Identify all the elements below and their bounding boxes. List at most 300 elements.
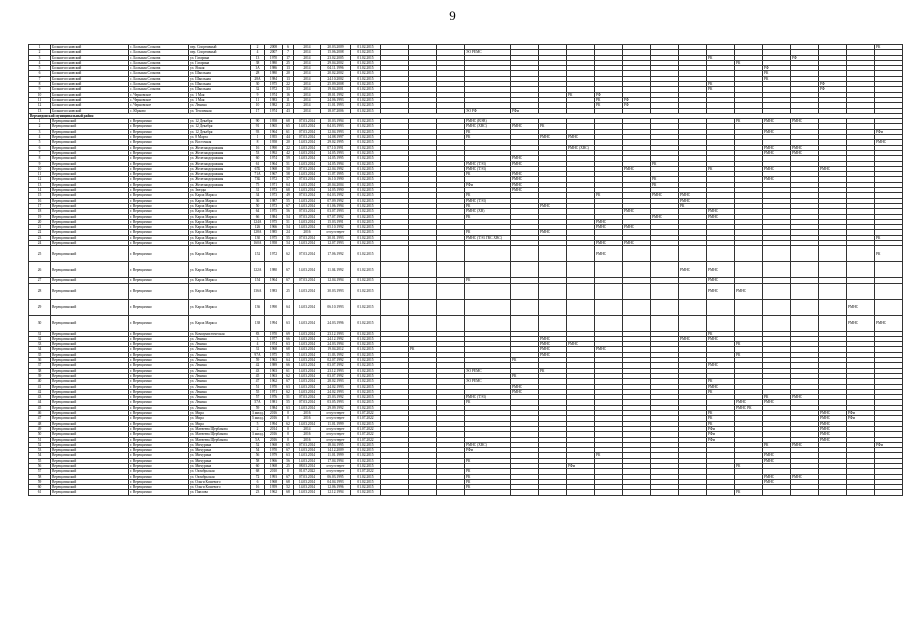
work-cell: РК [465, 214, 511, 219]
year-cell: 1965 [265, 124, 283, 129]
date-cell: 06.10.1993 [321, 299, 351, 315]
year-cell: 1975 [265, 235, 283, 240]
house-cell: 9 [251, 92, 265, 97]
street-cell: ул. Карла Маркса [189, 219, 251, 224]
house-cell: 1 [251, 135, 265, 140]
year-cell: 1972 [265, 246, 283, 262]
district-cell: Верещагинский [51, 405, 129, 410]
date-cell: 01.02.2015 [351, 246, 381, 262]
table-row [29, 246, 903, 262]
locality-cell: г. Верещагино [129, 172, 189, 177]
work-cell: РК [763, 442, 791, 447]
work-cell [595, 283, 623, 299]
work-cell: РМНС [511, 182, 539, 187]
district-cell: Верещагинский [51, 469, 129, 474]
district-cell: Верещагинский [51, 177, 129, 182]
year-cell: 1959 [265, 485, 283, 490]
work-cell: РМНС [707, 363, 735, 368]
house-cell: 59 [251, 358, 265, 363]
locality-cell: г. Верещагино [129, 347, 189, 352]
year-cell: 1990 [265, 299, 283, 315]
district-cell: Верещагинский [51, 262, 129, 278]
floors-cell: 62 [283, 373, 294, 378]
year-cell: 1955 [265, 135, 283, 140]
row-number: 25 [29, 246, 51, 262]
work-cell: РФм [465, 182, 511, 187]
work-cell [847, 262, 875, 278]
row-number: 60 [29, 485, 51, 490]
date-cell: 01.02.2015 [351, 82, 381, 87]
year-cell: 1989 [265, 363, 283, 368]
year-cell: 1975 [265, 219, 283, 224]
year-cell: 1975 [265, 209, 283, 214]
date-cell: 28.02.1993 [321, 379, 351, 384]
work-cell: РМНС [511, 172, 539, 177]
date-cell: отсутствует [321, 464, 351, 469]
locality-cell: с. Большая Соснова [129, 66, 189, 71]
work-cell [875, 299, 903, 315]
work-cell: РМНС [791, 150, 819, 155]
date-cell: 11.01.1999 [321, 453, 351, 458]
date-cell: 01.02.2015 [351, 230, 381, 235]
date-cell: 14.03.2014 [294, 156, 321, 161]
date-cell: 15.06.2008 [321, 50, 351, 55]
year-cell: 1964 [265, 129, 283, 134]
work-cell: РМНС [511, 177, 539, 182]
locality-cell: с. Большая Соснова [129, 71, 189, 76]
row-number: 30 [29, 315, 51, 331]
date-cell: 24.10.2002 [321, 76, 351, 81]
year-cell: 1968 [265, 347, 283, 352]
work-cell: РМНС [763, 453, 791, 458]
date-cell: 01.02.2015 [351, 55, 381, 60]
floors-cell: 0 [283, 469, 294, 474]
floors-cell: 62 [283, 421, 294, 426]
floors-cell: 20 [283, 71, 294, 76]
row-number: 28 [29, 283, 51, 299]
work-cell [539, 299, 567, 315]
row-number: 4 [29, 135, 51, 140]
floors-cell: 43 [283, 108, 294, 113]
house-cell: 75 [251, 182, 265, 187]
locality-cell: г. Верещагино [129, 219, 189, 224]
date-cell: 12.04.1993 [321, 129, 351, 134]
district-cell: Верещагинский [51, 485, 129, 490]
district-cell: Большесосновский [51, 50, 129, 55]
work-cell: РМНС РК [735, 405, 763, 410]
house-cell: 10 [251, 103, 265, 108]
year-cell: 2008 [265, 45, 283, 50]
date-cell: 01.02.2015 [351, 278, 381, 283]
work-cell: РМНС (ТЭЗ) [465, 198, 511, 203]
year-cell: 1975 [265, 352, 283, 357]
work-cell: РМНС (ВЭВ) [465, 119, 511, 124]
locality-cell: г. Верещагино [129, 363, 189, 368]
house-cell: 154 [251, 278, 265, 283]
date-cell: 01.07.2022 [351, 437, 381, 442]
street-cell: ул. Карла Маркса [189, 315, 251, 331]
work-cell: РМНС [623, 209, 651, 214]
date-cell: 01.02.2015 [351, 66, 381, 71]
house-cell: 47 [251, 379, 265, 384]
work-cell: РМНС [707, 384, 735, 389]
district-cell: Верещагинский [51, 421, 129, 426]
work-cell: РМНС [511, 389, 539, 394]
work-cell: РФм [847, 411, 875, 416]
work-cell [651, 315, 679, 331]
year-cell: 1963 [265, 358, 283, 363]
date-cell: 2014 [294, 97, 321, 102]
work-cell [595, 490, 623, 495]
year-cell: 1982 [265, 103, 283, 108]
district-cell: Верещагинский [51, 166, 129, 171]
work-cell [539, 490, 567, 495]
district-cell: Большесосновский [51, 55, 129, 60]
date-cell: 23.12.1993 [321, 331, 351, 336]
house-cell: 51 [251, 384, 265, 389]
work-cell: РМНС (ХВС) [465, 124, 511, 129]
date-cell: 01.02.2015 [351, 331, 381, 336]
district-cell: Большесосновский [51, 76, 129, 81]
row-number: 61 [29, 490, 51, 495]
work-cell [791, 246, 819, 262]
work-cell [437, 283, 465, 299]
work-cell: РК [735, 119, 763, 124]
row-number: 2 [29, 50, 51, 55]
row-number: 13 [29, 108, 51, 113]
district-cell: Верещагинский [51, 219, 129, 224]
date-cell: 14.03.2014 [294, 363, 321, 368]
street-cell: ул. Карла Маркса [189, 214, 251, 219]
date-cell: 01.02.2015 [351, 198, 381, 203]
work-cell: РМНС (ТЭЗ) [465, 161, 511, 166]
date-cell: 01.02.2015 [351, 405, 381, 410]
street-cell: ул. Ленина [189, 363, 251, 368]
work-cell: РМНС [679, 198, 707, 203]
locality-cell: г. Верещагино [129, 124, 189, 129]
floors-cell: 67 [283, 203, 294, 208]
floors-cell: 13 [283, 76, 294, 81]
locality-cell: г. Верещагино [129, 278, 189, 283]
year-cell: 1983 [265, 283, 283, 299]
house-cell: 4 [251, 342, 265, 347]
date-cell: 07.03.2014 [294, 209, 321, 214]
work-cell [707, 246, 735, 262]
district-cell: Верещагинский [51, 453, 129, 458]
table-row [29, 490, 903, 495]
work-cell: ЭО РЕМС [465, 50, 511, 55]
date-cell: 30.03.1993 [321, 283, 351, 299]
street-cell: ул. Карла Маркса [189, 246, 251, 262]
work-cell: РФ [623, 103, 651, 108]
work-cell: РМНС [763, 150, 791, 155]
work-cell: РМНС [595, 347, 623, 352]
district-cell: Верещагинский [51, 411, 129, 416]
work-cell [763, 315, 791, 331]
row-number: 43 [29, 395, 51, 400]
house-cell: 16 [251, 485, 265, 490]
row-number: 14 [29, 188, 51, 193]
district-cell: Верещагинский [51, 156, 129, 161]
district-cell: Верещагинский [51, 416, 129, 421]
row-number: 57 [29, 469, 51, 474]
street-cell: ул. Карла Маркса [189, 299, 251, 315]
house-cell: 6 [251, 479, 265, 484]
row-number: 34 [29, 347, 51, 352]
street-cell: ул. Железнодорожная [189, 161, 251, 166]
floors-cell: 63 [283, 315, 294, 331]
work-cell [409, 299, 437, 315]
street-cell: ул. Железнодорожная [189, 156, 251, 161]
locality-cell: с. Большая Соснова [129, 87, 189, 92]
date-cell: 01.02.2015 [351, 119, 381, 124]
date-cell: 01.02.2015 [351, 87, 381, 92]
row-number: 1 [29, 45, 51, 50]
year-cell: 1968 [265, 479, 283, 484]
date-cell: 20.04.2004 [321, 182, 351, 187]
floors-cell: 22 [283, 145, 294, 150]
row-number: 29 [29, 299, 51, 315]
date-cell: 01.02.2015 [351, 342, 381, 347]
date-cell: 24.03.1996 [321, 315, 351, 331]
house-cell: 68 [251, 469, 265, 474]
date-cell: 07.03.2014 [294, 177, 321, 182]
row-number: 46 [29, 411, 51, 416]
street-cell: ул. Павлова [189, 490, 251, 495]
date-cell: 01.02.2015 [351, 442, 381, 447]
work-cell: РМНС [819, 437, 847, 442]
work-cell: РК [651, 182, 679, 187]
work-cell: РК [595, 193, 623, 198]
date-cell: 14.03.2014 [294, 485, 321, 490]
house-cell: 83 [251, 331, 265, 336]
work-cell: РМНС [511, 188, 539, 193]
work-cell [437, 490, 465, 495]
date-cell: 19.04.2012 [321, 347, 351, 352]
district-cell: Верещагинский [51, 426, 129, 431]
work-cell [381, 315, 409, 331]
row-number: 26 [29, 262, 51, 278]
row-number: 50 [29, 432, 51, 437]
date-cell: 2014 [294, 103, 321, 108]
street-cell: ул. Мира [189, 411, 251, 416]
floors-cell: 54 [283, 240, 294, 245]
year-cell: 1968 [265, 166, 283, 171]
locality-cell: г. Верещагино [129, 432, 189, 437]
street-cell: ул. Железнодорожная [189, 182, 251, 187]
street-cell: ул. 12 Декабря [189, 119, 251, 124]
locality-cell: с. Юрково [129, 108, 189, 113]
year-cell: 1967 [265, 172, 283, 177]
date-cell: 14.03.2014 [294, 188, 321, 193]
work-cell [819, 246, 847, 262]
district-cell: Большесосновский [51, 60, 129, 65]
locality-cell: г. Верещагино [129, 352, 189, 357]
street-cell: ул. Тепличная [189, 108, 251, 113]
street-cell: ул. Карла Маркса [189, 198, 251, 203]
district-cell: Большесосновский [51, 92, 129, 97]
house-cell: 13 [251, 55, 265, 60]
work-cell [651, 490, 679, 495]
work-cell: РМНС [595, 225, 623, 230]
work-cell: РК [735, 464, 763, 469]
house-cell: 3 жилд. [252, 411, 264, 416]
work-cell [595, 299, 623, 315]
row-number: 53 [29, 448, 51, 453]
work-cell: РК [707, 331, 735, 336]
street-cell: ул. Школьная [189, 71, 251, 76]
date-cell: 07.03.2014 [294, 119, 321, 124]
row-number: 4 [29, 60, 51, 65]
date-cell: 2014 [294, 66, 321, 71]
floors-cell: 0 [283, 416, 294, 421]
year-cell: 1979 [265, 453, 283, 458]
year-cell: 1986 [265, 66, 283, 71]
locality-cell: г. Верещагино [129, 358, 189, 363]
date-cell: 01.07.2022 [294, 469, 321, 474]
work-cell: РМНС [763, 474, 791, 479]
locality-cell: г. Верещагино [129, 315, 189, 331]
street-cell: ул. Карла Маркса [189, 209, 251, 214]
date-cell: 01.02.2015 [351, 389, 381, 394]
date-cell: 01.02.2015 [351, 108, 381, 113]
date-cell: 14.03.2014 [294, 479, 321, 484]
year-cell: 2014 [265, 426, 283, 431]
district-cell: Верещагинский [51, 209, 129, 214]
work-cell [791, 490, 819, 495]
house-cell: 67Б [251, 166, 265, 171]
street-cell: ул. Ленина [189, 342, 251, 347]
floors-cell: 24 [283, 230, 294, 235]
work-cell: РК [707, 166, 735, 171]
house-cell: 3 [251, 336, 265, 341]
district-cell: Верещагинский [51, 145, 129, 150]
street-cell: ул. Октябрьская [189, 474, 251, 479]
date-cell: 03.07.1993 [321, 209, 351, 214]
row-number: 12 [29, 103, 51, 108]
date-cell: 01.07.2022 [351, 426, 381, 431]
date-cell: 01.02.2015 [351, 485, 381, 490]
date-cell: 2014 [294, 108, 321, 113]
date-cell: 03.05.1993 [321, 400, 351, 405]
street-cell: ул. 12 Декабря [189, 129, 251, 134]
date-cell: 01.02.2015 [351, 336, 381, 341]
house-cell: 66 [251, 214, 265, 219]
work-cell: РК [465, 485, 511, 490]
date-cell: 01.02.2015 [351, 182, 381, 187]
date-cell: 2014 [294, 71, 321, 76]
date-cell: 29.04.2002 [321, 60, 351, 65]
locality-cell: г. Верещагино [129, 182, 189, 187]
row-number: 17 [29, 203, 51, 208]
street-cell: ул. Школьная [189, 87, 251, 92]
work-cell: РФ [623, 97, 651, 102]
date-cell: 14.03.2014 [294, 490, 321, 495]
locality-cell: г. Верещагино [129, 490, 189, 495]
date-cell: 01.02.2015 [351, 235, 381, 240]
year-cell: 1984 [265, 76, 283, 81]
district-cell: Верещагинский [51, 299, 129, 315]
date-cell: 01.02.2015 [351, 490, 381, 495]
street-cell: ул. Железнодорожная [189, 177, 251, 182]
street-cell: ул. Мира [189, 421, 251, 426]
date-cell: 02.07.1992 [321, 358, 351, 363]
house-cell: 71А [251, 172, 265, 177]
work-cell: РМНС [595, 246, 623, 262]
street-cell: ул. Карла Маркса [189, 235, 251, 240]
work-cell: РМНС [763, 400, 791, 405]
date-cell: 14.03.2014 [294, 458, 321, 463]
date-cell: 07.03.2014 [294, 400, 321, 405]
house-cell: 1А [251, 66, 265, 71]
row-number: 38 [29, 368, 51, 373]
district-cell: Верещагинский [51, 347, 129, 352]
work-cell: РМНС [707, 214, 735, 219]
date-cell: 14.03.2014 [294, 389, 321, 394]
year-cell: 2010 [265, 469, 283, 474]
table-row [29, 299, 903, 315]
work-cell: РФм [567, 464, 595, 469]
year-cell: 1964 [265, 278, 283, 283]
street-cell: ул. Карла Маркса [189, 230, 251, 235]
row-number: 31 [29, 331, 51, 336]
work-cell: РМНС [679, 336, 707, 341]
work-cell: РФм [707, 426, 735, 431]
floors-cell: 63 [283, 342, 294, 347]
house-cell: 55 [251, 389, 265, 394]
street-cell: ул. Мичурина [189, 453, 251, 458]
street-cell: ул. Мичурина [189, 448, 251, 453]
street-cell: ул. Карла Маркса [189, 193, 251, 198]
locality-cell: г. Верещагино [129, 395, 189, 400]
street-cell: ул. Ленина [189, 336, 251, 341]
floors-cell: 68 [283, 490, 294, 495]
locality-cell: г. Верещагино [129, 161, 189, 166]
work-cell: РК [735, 352, 763, 357]
date-cell: 14.03.2014 [294, 453, 321, 458]
date-cell: 01.07.2022 [351, 432, 381, 437]
floors-cell: 0 [283, 432, 294, 437]
year-cell: 1970 [265, 384, 283, 389]
floors-cell: 68 [283, 188, 294, 193]
locality-cell: г. Верещагино [129, 119, 189, 124]
work-cell [847, 283, 875, 299]
district-cell: Большесосновский [51, 45, 129, 50]
house-cell: 11 [251, 97, 265, 102]
locality-cell: г. Верещагино [129, 437, 189, 442]
row-number: 10 [29, 92, 51, 97]
work-cell [437, 262, 465, 278]
work-cell [539, 246, 567, 262]
locality-cell: г. Верещагино [129, 479, 189, 484]
house-cell: 42 [251, 363, 265, 368]
year-cell: 1968 [265, 442, 283, 447]
work-cell [465, 246, 511, 262]
work-cell [465, 315, 511, 331]
date-cell: 20.03.2009 [321, 45, 351, 50]
work-cell: РМНС [791, 119, 819, 124]
work-cell: РК [595, 453, 623, 458]
date-cell: 14.05.1990 [321, 188, 351, 193]
district-cell: Верещагинский [51, 373, 129, 378]
work-cell: РФ [595, 92, 623, 97]
year-cell: 1971 [265, 389, 283, 394]
row-number: 10 [29, 166, 51, 171]
year-cell: 1977 [265, 336, 283, 341]
house-cell: 2 [251, 426, 265, 431]
street-cell: ул. Ленина [189, 405, 251, 410]
district-cell: Верещагинский [51, 240, 129, 245]
